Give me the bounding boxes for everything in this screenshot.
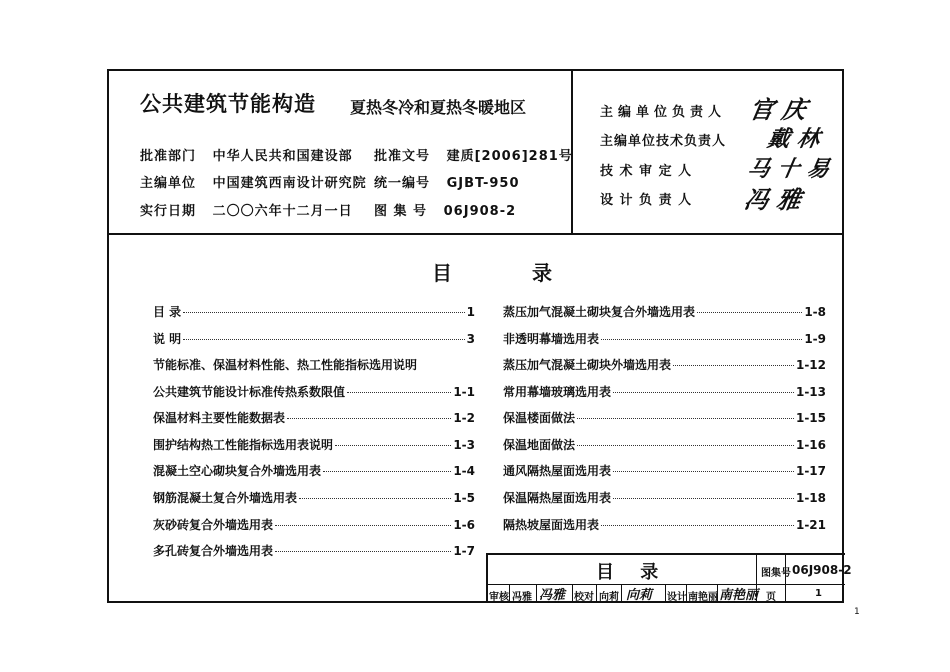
designer-name: 南艳丽 xyxy=(688,592,718,603)
toc-item-label: 蒸压加气混凝土砌块外墙选用表 xyxy=(503,358,672,372)
atlas-label: 图集号 xyxy=(761,568,791,579)
check-label: 校对 xyxy=(574,592,594,603)
toc-item-label: 常用幕墙玻璃选用表 xyxy=(503,385,612,399)
toc-item-label: 隔热坡屋面选用表 xyxy=(503,518,600,532)
page-subtitle: 夏热冬冷和夏热冬暖地区 xyxy=(350,98,527,117)
toc-item-label: 保温地面做法 xyxy=(503,438,576,452)
toc-item[interactable] xyxy=(153,409,475,426)
designer-signature: 南艳丽 xyxy=(719,588,759,603)
title-block-left-border xyxy=(486,553,488,603)
meta-label: 主编单位 xyxy=(140,176,197,191)
chief-unit xyxy=(140,172,367,191)
cell-divider xyxy=(572,584,573,603)
toc-item[interactable] xyxy=(503,356,826,373)
toc-item-page: 1-4 xyxy=(453,464,475,478)
toc-leader xyxy=(183,339,464,340)
cell-divider xyxy=(665,584,666,603)
meta-label: 统一编号 xyxy=(374,176,431,191)
toc-item-page: 1-5 xyxy=(453,491,475,505)
toc-leader xyxy=(613,471,794,472)
resp-role-tech-reviewer: 技 术 审 定 人 xyxy=(600,164,693,179)
toc-item-label: 多孔砖复合外墙选用表 xyxy=(153,544,274,558)
meta-value: 建质[2006]281号 xyxy=(446,149,573,164)
approval-doc-no xyxy=(374,145,573,164)
toc-leader xyxy=(275,551,451,552)
toc-section-heading xyxy=(153,356,475,373)
cell-divider xyxy=(509,584,510,603)
toc-item-label: 保温楼面做法 xyxy=(503,411,576,425)
toc-item-page: 1-13 xyxy=(795,385,826,399)
meta-value: 二〇〇六年十二月一日 xyxy=(212,204,353,219)
toc-item-page: 1 xyxy=(466,305,475,319)
toc-item[interactable] xyxy=(503,303,826,320)
toc-leader xyxy=(323,471,451,472)
toc-leader xyxy=(673,365,794,366)
toc-item-label: 围护结构热工性能指标选用表说明 xyxy=(153,438,334,452)
toc-item-label: 钢筋混凝土复合外墙选用表 xyxy=(153,491,298,505)
toc-leader xyxy=(601,525,794,526)
toc-item-page: 1-16 xyxy=(795,438,826,452)
signature-design-lead: 冯 雅 xyxy=(742,185,804,214)
unified-no xyxy=(374,172,520,191)
toc-item[interactable] xyxy=(153,462,475,479)
toc-leader xyxy=(335,445,451,446)
toc-item-page: 1-8 xyxy=(804,305,826,319)
toc-item-page: 1-2 xyxy=(453,411,475,425)
toc-leader xyxy=(697,312,802,313)
page-title: 公共建筑节能构造 xyxy=(140,92,316,116)
toc-leader xyxy=(183,312,464,313)
meta-label: 批准文号 xyxy=(374,149,431,164)
toc-item-label: 灰砂砖复合外墙选用表 xyxy=(153,518,274,532)
signature-tech-chief: 戴 林 xyxy=(765,126,822,152)
toc-leader xyxy=(275,525,451,526)
meta-label: 实行日期 xyxy=(140,204,197,219)
toc-leader xyxy=(287,418,451,419)
reviewer-signature: 冯雅 xyxy=(539,588,566,603)
resp-role-tech-chief: 主编单位技术负责人 xyxy=(600,134,727,149)
meta-label: 批准部门 xyxy=(140,149,197,164)
page-number: 1 xyxy=(815,588,822,599)
meta-value: GJBT-950 xyxy=(446,176,520,191)
resp-role-design-lead: 设 计 负 责 人 xyxy=(600,193,693,208)
meta-value: 中国建筑西南设计研究院 xyxy=(212,176,367,191)
toc-item-page: 1-21 xyxy=(795,518,826,532)
toc-item-page: 1-15 xyxy=(795,411,826,425)
toc-item[interactable] xyxy=(153,383,475,400)
signature-tech-reviewer: 马 十 易 xyxy=(745,156,832,182)
checker-signature: 向莉 xyxy=(626,588,653,603)
toc-item-label: 通风隔热屋面选用表 xyxy=(503,464,612,478)
toc-leader xyxy=(299,498,451,499)
resp-role-chief-unit: 主编单位负责人 xyxy=(600,105,727,120)
corner-page-number: 1 xyxy=(854,607,860,617)
cell-divider xyxy=(621,584,622,603)
toc-item-label: 保温隔热屋面选用表 xyxy=(503,491,612,505)
title-block-top-border xyxy=(486,553,845,555)
meta-value: 06J908-2 xyxy=(443,204,517,219)
toc-leader xyxy=(613,392,794,393)
toc-item-page: 1-6 xyxy=(453,518,475,532)
reviewer-name: 冯雅 xyxy=(512,592,532,603)
toc-item-page: 1-18 xyxy=(795,491,826,505)
checker-name: 向莉 xyxy=(599,592,619,603)
toc-item[interactable] xyxy=(153,436,475,453)
toc-item-label: 保温材料主要性能数据表 xyxy=(153,411,286,425)
atlas-no xyxy=(374,200,516,219)
toc-item-label: 蒸压加气混凝土砌块复合外墙选用表 xyxy=(503,305,696,319)
atlas-number: 06J908-2 xyxy=(792,563,852,577)
toc-leader xyxy=(347,392,451,393)
meta-value: 中华人民共和国建设部 xyxy=(212,149,353,164)
review-label: 审核 xyxy=(489,592,509,603)
toc-item[interactable] xyxy=(503,489,826,506)
toc-item-page: 1-7 xyxy=(453,544,475,558)
toc-title: 目 录 xyxy=(432,261,552,285)
toc-item-page: 1-1 xyxy=(453,385,475,399)
toc-item[interactable] xyxy=(503,409,826,426)
signature-chief-unit: 官 庆 xyxy=(747,95,809,124)
effective-date xyxy=(140,200,353,219)
toc-leader xyxy=(601,339,802,340)
cell-divider xyxy=(536,584,537,603)
toc-item[interactable] xyxy=(153,542,475,559)
toc-item[interactable] xyxy=(503,383,826,400)
toc-item[interactable] xyxy=(153,303,475,320)
toc-item-page: 1-9 xyxy=(804,332,826,346)
toc-leader xyxy=(577,418,794,419)
toc-item-label: 非透明幕墙选用表 xyxy=(503,332,600,346)
meta-label: 图 集 号 xyxy=(374,204,428,219)
toc-item-page: 1-12 xyxy=(795,358,826,372)
toc-item-page: 3 xyxy=(466,332,475,346)
toc-item[interactable] xyxy=(153,489,475,506)
header-divider xyxy=(107,233,844,235)
toc-item[interactable] xyxy=(503,462,826,479)
toc-section-label: 节能标准、保温材料性能、热工性能指标选用说明 xyxy=(153,358,418,372)
toc-item[interactable] xyxy=(503,330,826,347)
toc-item-label: 公共建筑节能设计标准传热系数限值 xyxy=(153,385,346,399)
toc-item-page: 1-17 xyxy=(795,464,826,478)
approval-dept xyxy=(140,145,353,164)
toc-item-label: 混凝土空心砌块复合外墙选用表 xyxy=(153,464,322,478)
toc-item-page: 1-3 xyxy=(453,438,475,452)
design-label: 设计 xyxy=(667,592,687,603)
toc-item-label: 说 明 xyxy=(153,332,182,346)
toc-leader xyxy=(613,498,794,499)
toc-item-label: 目 录 xyxy=(153,305,182,319)
toc-item[interactable] xyxy=(153,330,475,347)
title-block-name: 目 录 xyxy=(596,562,669,583)
toc-leader xyxy=(577,445,794,446)
page-label: 页 xyxy=(766,592,776,603)
toc-item[interactable] xyxy=(153,516,475,533)
toc-item[interactable] xyxy=(503,516,826,533)
cell-divider xyxy=(596,584,597,603)
toc-item[interactable] xyxy=(503,436,826,453)
